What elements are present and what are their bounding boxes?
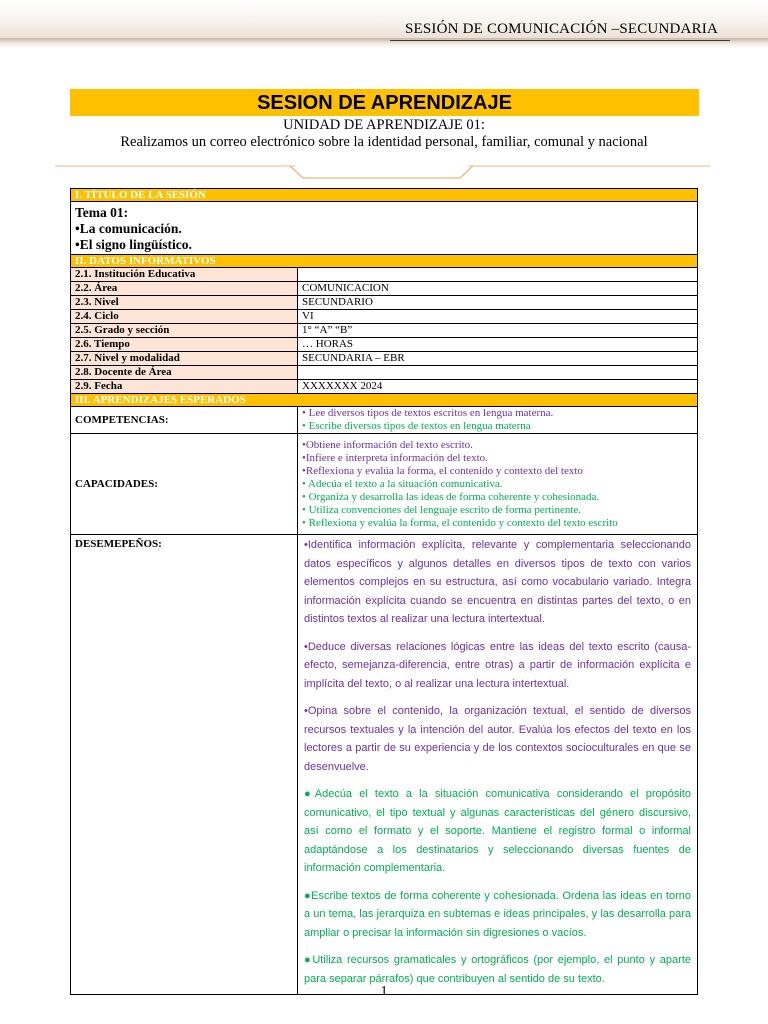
competencias-list	[298, 407, 698, 434]
list-item: • Organiza y desarrolla las ideas de forma coherente y cohesionada.	[302, 490, 600, 503]
list-item: •Identifica información explícita, relevante y complementaria seleccionando datos específicos y algunos detalles en diversos tipos de texto con varios elementos complejos en su estructura, así como vocabulario variado. Integra información explícita cuando se encuentra en distintas partes del texto, o en distintos textos al realizar una lectura intertextual.	[304, 539, 691, 625]
desempenos-list	[298, 535, 698, 995]
header-rule	[390, 40, 730, 41]
list-item: ●Escribe textos de forma coherente y cohesionada. Ordena las ideas en torno a un tema, las jerarquiza en subtemas e ideas principales, y las desarrolla para ampliar o precisar la información sin digresiones o vacíos.	[304, 889, 691, 939]
tema-item-2: •El signo lingüístico.	[75, 236, 192, 252]
tema-label: Tema 01:	[75, 204, 129, 220]
list-item: • Utiliza convenciones del lenguaje escrito de forma pertinente.	[302, 503, 582, 516]
list-item: • Adecúa el texto a la situación comunicativa.	[302, 477, 503, 490]
data-row: 2.1. Institución Educativa	[71, 268, 698, 282]
list-item: • Reflexiona y evalúa la forma, el contenido y contexto del texto escrito	[302, 516, 618, 529]
data-row: 2.6. Tiempo … HORAS	[71, 338, 698, 352]
capacidades-list	[298, 434, 698, 535]
competencias-label: COMPETENCIAS:	[71, 407, 298, 434]
list-item: ●Utiliza recursos gramaticales y ortográficos (por ejemplo, el punto y aparte para separar párrafos) que contribuyen al sentido de su texto.	[304, 954, 691, 985]
list-item: •Reflexiona y evalúa la forma, el contenido y contexto del texto	[302, 464, 583, 477]
capacidades-label: CAPACIDADES:	[71, 434, 298, 535]
session-table	[70, 188, 698, 995]
data-row: 2.2. Área COMUNICACION	[71, 282, 698, 296]
data-row: 2.3. Nivel SECUNDARIO	[71, 296, 698, 310]
data-row: 2.5. Grado y sección 1° “A” “B”	[71, 324, 698, 338]
data-row: 2.7. Nivel y modalidad SECUNDARIA – EBR	[71, 352, 698, 366]
running-header: SESIÓN DE COMUNICACIÓN –SECUNDARIA	[404, 21, 718, 37]
desempenos-label: DESEMEPEÑOS:	[71, 535, 298, 995]
section-heading-titulo: I. TÍTULO DE LA SESIÓN	[71, 189, 698, 202]
list-item: •Deduce diversas relaciones lógicas entre las ideas del texto escrito (causa-efecto, semejanza-diferencia, entre otras) a partir de información explícita e implícita del texto, o al realizar una lectura intertextual.	[304, 640, 691, 690]
page-number: 1	[380, 984, 388, 999]
list-item: • Lee diversos tipos de textos escritos en lengua materna.	[302, 407, 554, 419]
data-row: 2.8. Docente de Área	[71, 366, 698, 380]
page-title: SESION DE APRENDIZAJE	[70, 89, 699, 116]
data-row: 2.9. Fecha XXXXXXX 2024	[71, 380, 698, 394]
unit-subtitle: Realizamos un correo electrónico sobre la identidad personal, familiar, comunal y nacional	[120, 134, 648, 150]
list-item: • Escribe diversos tipos de textos en lengua materna	[302, 420, 531, 432]
session-title-cell	[71, 202, 698, 255]
tema-item-1: •La comunicación.	[75, 220, 182, 236]
section-heading-aprendizajes: III. APRENDIZAJES ESPERADOS	[71, 394, 698, 407]
list-item: •Obtiene información del texto escrito.	[302, 438, 473, 451]
decorative-divider	[55, 153, 715, 183]
section-heading-datos: II. DATOS INFORMATIVOS	[71, 255, 698, 268]
list-item: ●Adecúa el texto a la situación comunicativa considerando el propósito comunicativo, el tipo textual y algunas características del género discursivo, así como el formato y el soporte. Mantiene el registro formal o informal adaptándose a los destinatarios y seleccionando diversas fuentes de información complementaria.	[304, 788, 691, 874]
data-row: 2.4. Ciclo VI	[71, 310, 698, 324]
list-item: •Opina sobre el contenido, la organización textual, el sentido de diversos recursos textuales y la intención del autor. Evalúa los efectos del texto en los lectores a partir de su experiencia y de los contextos socioculturales en que se desenvuelve.	[304, 705, 691, 773]
list-item: •Infiere e interpreta información del texto.	[302, 451, 488, 464]
unit-heading: UNIDAD DE APRENDIZAJE 01:	[283, 117, 485, 133]
